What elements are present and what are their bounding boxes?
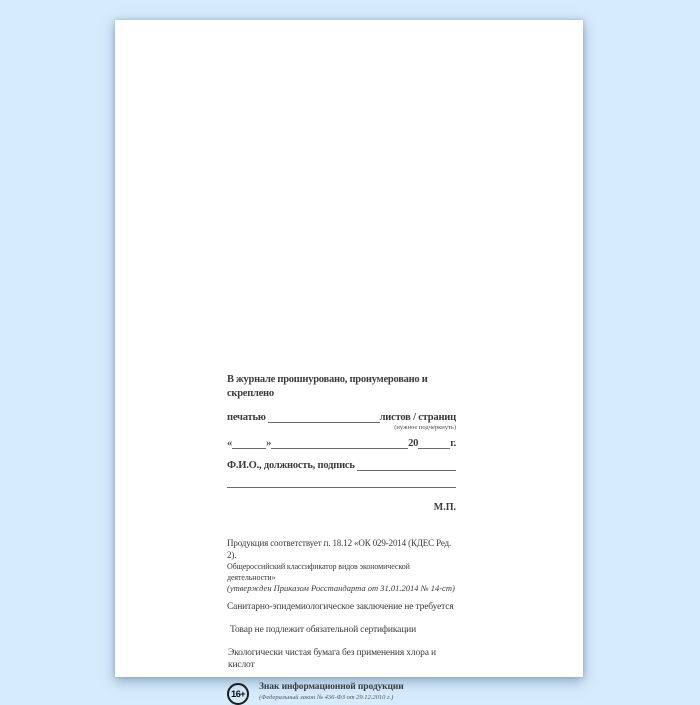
blank-line-signature bbox=[357, 470, 456, 471]
blank-line-day bbox=[232, 448, 266, 449]
open-quote: « bbox=[227, 438, 233, 449]
blank-line-full bbox=[227, 483, 456, 488]
fio-line-row bbox=[227, 459, 456, 473]
seal-statement: В журнале прошнуровано, пронумеровано и скреплено bbox=[227, 374, 428, 399]
stamp-place-label: М.П. bbox=[433, 502, 456, 513]
sheets-pages-label: листов / страниц bbox=[379, 412, 456, 423]
seal-label: печатью bbox=[227, 412, 269, 423]
age-mark-title: Знак информационной продукции bbox=[259, 682, 404, 692]
certification-note: Товар не подлежит обязательной сертификации bbox=[230, 625, 417, 635]
date-line-row bbox=[227, 437, 456, 451]
document-text-block bbox=[227, 373, 456, 705]
blank-line bbox=[268, 422, 379, 423]
blank-line-month bbox=[271, 448, 408, 449]
eco-paper-note: Экологически чистая бумага без применения хлора и кислот bbox=[228, 648, 436, 670]
age-mark-law: (Федеральный закон № 436-ФЗ от 29.12.2010 г.) bbox=[259, 694, 394, 701]
year-prefix: 20 bbox=[408, 438, 419, 449]
close-quote: » bbox=[266, 438, 272, 449]
blank-line-year bbox=[418, 448, 450, 449]
underline-hint: (нужное подчеркнуть) bbox=[394, 424, 456, 431]
fio-label: Ф.И.О., должность, подпись bbox=[227, 460, 358, 471]
year-suffix: г. bbox=[450, 438, 456, 449]
compliance-line-2: Общероссийский классификатор видов экономической деятельности» bbox=[227, 562, 410, 582]
age-mark-row bbox=[227, 682, 456, 705]
sanitary-note: Санитарно-эпидемиологическое заключение не требуется bbox=[227, 602, 454, 612]
compliance-line-3: (утвержден Приказом Росстандарта от 31.01.2014 № 14-ст) bbox=[227, 583, 455, 593]
seal-line-row bbox=[227, 411, 456, 425]
paper-sheet bbox=[115, 20, 583, 701]
compliance-line-1: Продукция соответствует п. 18.12 «ОК 029-2014 (КДЕС Ред. 2). bbox=[227, 538, 452, 560]
age-mark-text bbox=[259, 682, 404, 702]
compliance-block bbox=[227, 537, 456, 594]
age-16plus-icon: 16+ bbox=[227, 683, 249, 705]
